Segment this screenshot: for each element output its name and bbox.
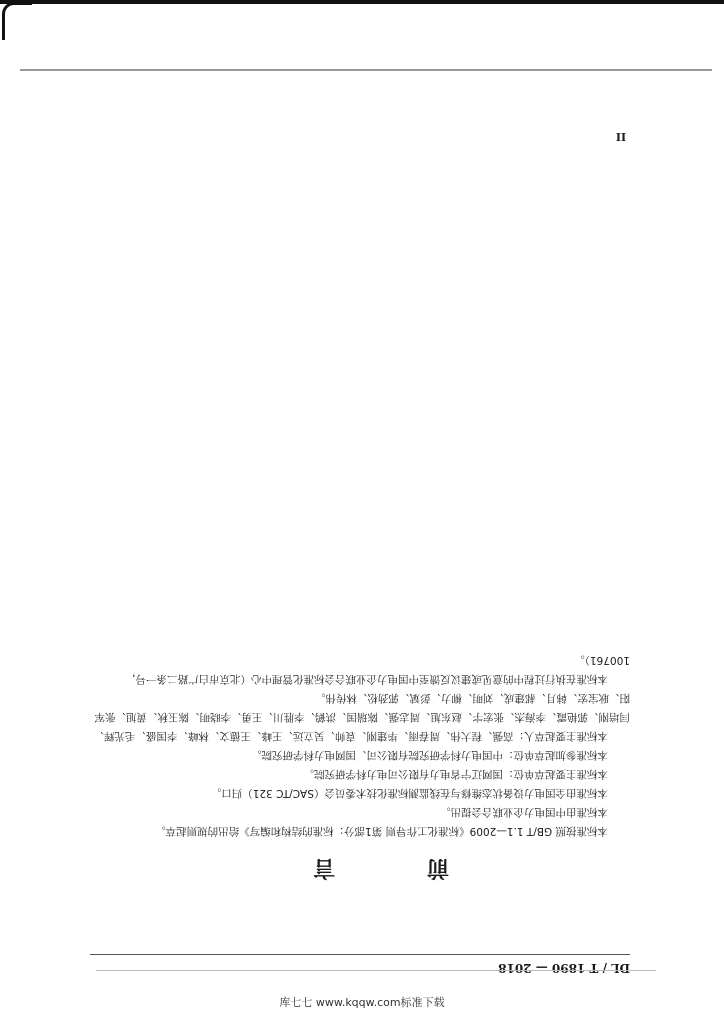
standard-number-rule [90,954,630,955]
paragraph: 本标准主要起草人：高强、程大伟、周春雨、毕建刚、袁帅、吴立远、王峰、王德文、林峰、李国盛、毛光辉、闫培刚、郭艳霞、李海杰、张宏宇、赵东旭、周志强、陈瑞国、洪鹤、李胜川、王勇、李晓明、陈玉秋、黄旭、张军阳、耿宝宏、韩月、郝建成、刘明、柳力、彭斌、郭劲松、林传伟。 [93,692,630,742]
paragraph: 本标准参加起草单位：中国电力科学研究院有限公司、国网电力科学研究院。 [251,749,608,761]
paragraph: 本标准由中国电力企业联合会提出。 [440,806,608,818]
footer-rule [96,970,656,971]
scan-top-edge [0,0,724,4]
paragraph: 本标准主要起草单位：国网辽宁省电力有限公司电力科学研究院。 [303,768,608,780]
foreword-body [90,650,630,840]
header-rule [20,69,712,71]
paragraph: 本标准在执行过程中的意见或建议反馈至中国电力企业联合会标准化管理中心（北京市白广路二条一号，100761）。 [125,654,630,685]
upside-down-content [90,645,630,975]
footer-watermark: 库七七 www.kqqw.com标准下载 [279,996,445,1009]
standard-number: DL / T 1890 — 2018 [498,961,630,975]
paragraph: 本标准由全国电力设备状态维修与在线监测标准化技术委员会（SAC/TC 321）归口。 [210,787,608,799]
scan-corner-mark [2,2,32,40]
section-title: 前 言 [271,855,449,880]
page-number: II [615,130,627,143]
paragraph: 本标准按照 GB/T 1.1—2009《标准化工作导则 第1部分：标准的结构和编写》给出的规则起草。 [155,825,608,837]
